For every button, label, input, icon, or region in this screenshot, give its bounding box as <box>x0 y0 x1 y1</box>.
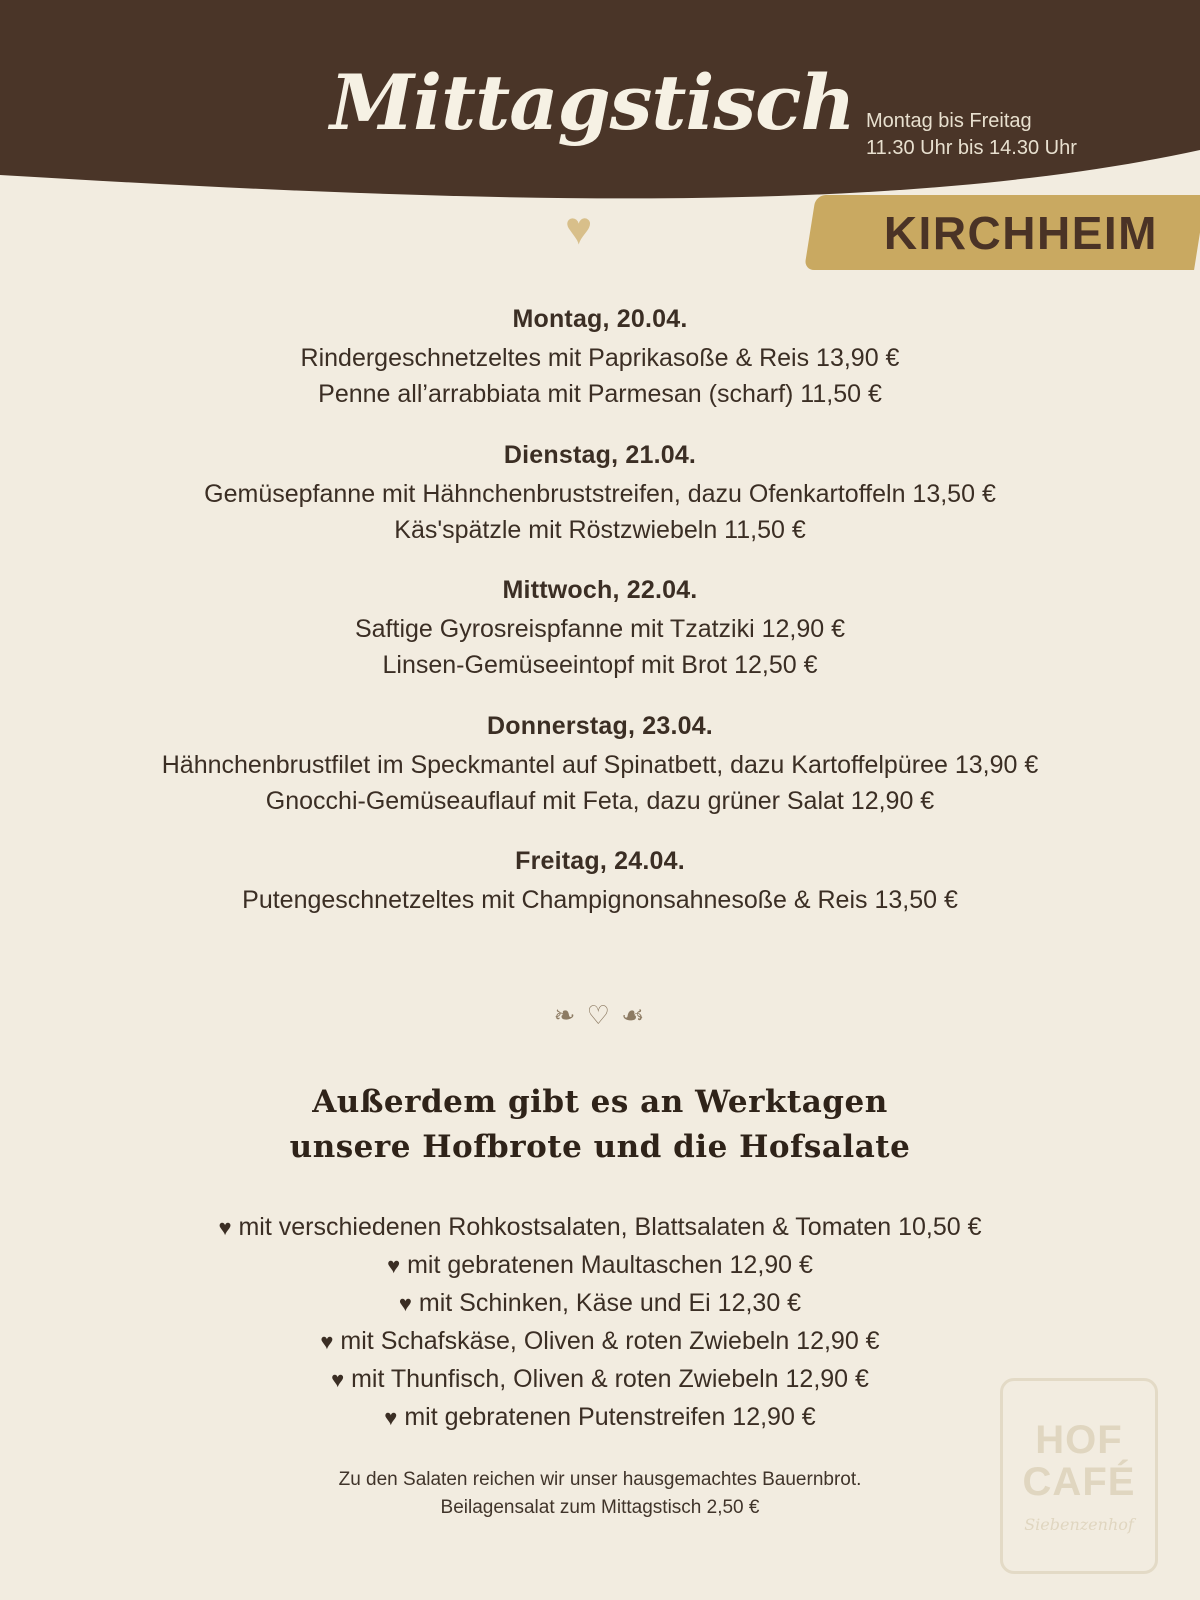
list-item <box>0 1246 1200 1284</box>
day-block <box>0 305 1200 413</box>
dish-item: Putengeschnetzeltes mit Champignonsahnesoße & Reis 13,50 € <box>242 886 958 914</box>
day-title: Freitag, 24.04. <box>515 847 685 875</box>
day-block <box>0 712 1200 820</box>
opening-hours <box>866 108 1077 162</box>
salad-label: mit Schinken, Käse und Ei 12,30 € <box>418 1288 802 1317</box>
dish-item: Saftige Gyrosreispfanne mit Tzatziki 12,90 € <box>354 615 846 643</box>
day-title: Mittwoch, 22.04. <box>502 576 698 604</box>
day-block <box>0 847 1200 918</box>
dish-item: Käs'spätzle mit Röstzwiebeln 11,50 € <box>394 515 806 544</box>
day-block <box>0 576 1200 684</box>
extra-headline <box>0 1080 1200 1170</box>
salad-label: mit Schafskäse, Oliven & roten Zwiebeln 12,90 € <box>340 1326 880 1355</box>
list-item <box>0 1322 1200 1360</box>
weekly-menu <box>0 305 1200 946</box>
salad-label: mit Thunfisch, Oliven & roten Zwiebeln 12,90 € <box>351 1364 869 1393</box>
footnote-line2: Beilagensalat zum Mittagstisch 2,50 € <box>440 1497 760 1519</box>
heart-icon: ♥ <box>398 1290 412 1316</box>
page-title: Mittagstisch <box>330 58 855 147</box>
opening-hours-days: Montag bis Freitag <box>866 110 1032 132</box>
dish-item: Gemüsepfanne mit Hähnchenbruststreifen, dazu Ofenkartoffeln 13,50 € <box>204 479 996 508</box>
opening-hours-times: 11.30 Uhr bis 14.30 Uhr <box>866 137 1077 159</box>
day-title: Dienstag, 21.04. <box>503 440 697 469</box>
ornamental-divider: ❧ ♡ ☙ <box>553 1000 647 1030</box>
extra-headline-line2: unsere Hofbrote und die Hofsalate <box>289 1128 911 1165</box>
list-item <box>0 1208 1200 1246</box>
salad-label: mit gebratenen Putenstreifen 12,90 € <box>404 1402 816 1431</box>
heart-icon: ♥ <box>565 202 593 254</box>
location-badge <box>810 195 1200 270</box>
dish-item: Rindergeschnetzeltes mit Paprikasoße & Reis 13,90 € <box>300 344 900 372</box>
extra-headline-line1: Außerdem gibt es an Werktagen <box>312 1084 888 1120</box>
dish-item: Penne all’arrabbiata mit Parmesan (scharf) 11,50 € <box>318 380 882 409</box>
salad-label: mit verschiedenen Rohkostsalaten, Blattsalaten & Tomaten 10,50 € <box>238 1212 982 1241</box>
dish-item: Hähnchenbrustfilet im Speckmantel auf Spinatbett, dazu Kartoffelpüree 13,90 € <box>161 750 1039 779</box>
logo-line-2: CAFÉ <box>1022 1459 1136 1504</box>
logo-line-1: HOF <box>1035 1417 1123 1462</box>
location-badge-label: KIRCHHEIM <box>883 206 1158 259</box>
hof-cafe-logo <box>1000 1378 1158 1574</box>
dish-item: Gnocchi-Gemüseauflauf mit Feta, dazu grüner Salat 12,90 € <box>265 786 935 815</box>
footnote-line1: Zu den Salaten reichen wir unser hausgemachtes Bauernbrot. <box>338 1468 862 1490</box>
heart-icon: ♥ <box>331 1366 345 1392</box>
day-title: Montag, 20.04. <box>512 305 688 333</box>
salad-label: mit gebratenen Maultaschen 12,90 € <box>407 1250 813 1279</box>
day-title: Donnerstag, 23.04. <box>487 711 713 740</box>
heart-icon: ♥ <box>218 1214 232 1240</box>
heart-icon: ♥ <box>320 1328 334 1354</box>
day-block <box>0 441 1200 549</box>
dish-item: Linsen-Gemüseeintopf mit Brot 12,50 € <box>382 651 818 680</box>
heart-icon: ♥ <box>387 1252 401 1278</box>
list-item <box>0 1284 1200 1322</box>
heart-icon: ♥ <box>384 1404 398 1430</box>
logo-line-3: Siebenzenhof <box>1024 1514 1134 1534</box>
